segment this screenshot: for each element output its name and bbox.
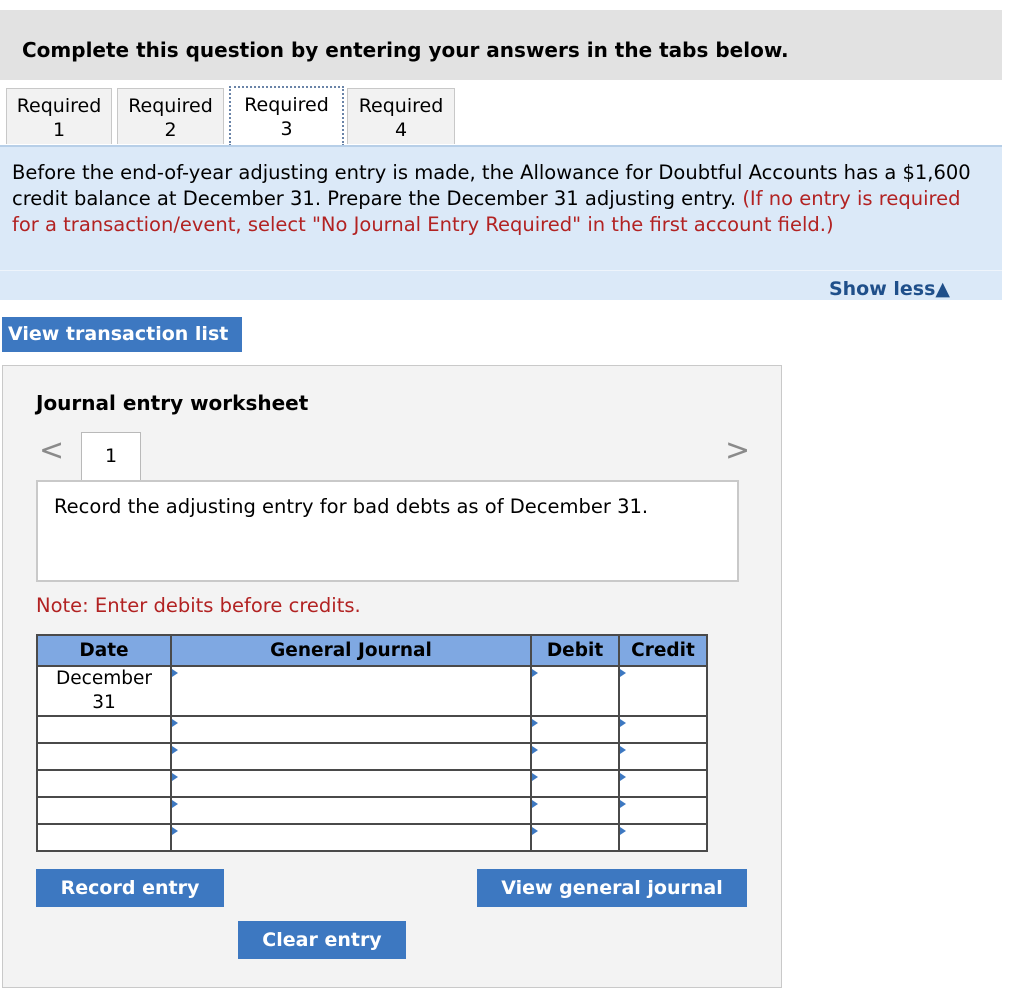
table-row	[37, 797, 707, 824]
credit-input[interactable]	[619, 824, 707, 851]
account-dropdown[interactable]	[171, 743, 531, 770]
debit-input[interactable]	[531, 770, 619, 797]
date-cell	[37, 797, 171, 824]
account-dropdown[interactable]	[171, 797, 531, 824]
account-dropdown[interactable]	[171, 770, 531, 797]
record-entry-button[interactable]: Record entry	[36, 869, 224, 907]
input-triangle-icon	[620, 773, 626, 781]
table-row	[37, 770, 707, 797]
input-triangle-icon	[532, 827, 538, 835]
instructions-note: (If no entry is required for a transaction/event, select "No Journal Entry Required" in the first account field.)	[12, 187, 961, 236]
entry-instruction-box	[36, 480, 739, 582]
tab-required-4[interactable]	[347, 88, 455, 144]
date-cell	[37, 666, 171, 716]
dropdown-triangle-icon	[172, 773, 178, 781]
tab-number: 3	[280, 118, 293, 140]
date-cell	[37, 743, 171, 770]
credit-header: Credit	[619, 635, 707, 666]
credit-input[interactable]	[619, 716, 707, 743]
credit-input[interactable]	[619, 770, 707, 797]
input-triangle-icon	[532, 719, 538, 727]
date-cell	[37, 824, 171, 851]
tab-number: 2	[164, 119, 177, 141]
view-transaction-list-button[interactable]: View transaction list	[2, 317, 242, 352]
tab-required-1[interactable]	[6, 88, 112, 144]
account-dropdown[interactable]	[171, 716, 531, 743]
next-icon[interactable]: >	[725, 433, 751, 468]
debit-input[interactable]	[531, 666, 619, 716]
instructions-divider	[0, 270, 1002, 271]
table-row	[37, 824, 707, 851]
account-dropdown[interactable]	[171, 824, 531, 851]
instructions-body: Before the end-of-year adjusting entry is made, the Allowance for Doubtful Accounts has a $1,600 credit balance at December 31. Prepare the December 31 adjusting entry.	[12, 161, 971, 210]
debit-input[interactable]	[531, 797, 619, 824]
debit-input[interactable]	[531, 824, 619, 851]
debit-input[interactable]	[531, 716, 619, 743]
credit-input[interactable]	[619, 797, 707, 824]
table-row	[37, 743, 707, 770]
show-less-link[interactable]: Show less▲	[828, 278, 950, 300]
input-triangle-icon	[532, 800, 538, 808]
view-general-journal-button[interactable]: View general journal	[477, 869, 747, 907]
table-row	[37, 716, 707, 743]
general-journal-header: General Journal	[171, 635, 531, 666]
input-triangle-icon	[620, 669, 626, 677]
tab-label: Required	[244, 94, 329, 116]
dropdown-triangle-icon	[172, 800, 178, 808]
clear-entry-button[interactable]: Clear entry	[238, 921, 406, 959]
table-row	[37, 666, 707, 716]
credit-input[interactable]	[619, 666, 707, 716]
journal-entry-worksheet	[2, 365, 782, 988]
date-cell	[37, 770, 171, 797]
previous-icon[interactable]: <	[39, 433, 65, 468]
tab-label: Required	[358, 95, 444, 117]
entry-instruction: Record the adjusting entry for bad debts as of December 31.	[54, 495, 649, 518]
input-triangle-icon	[620, 719, 626, 727]
instructions-panel	[0, 145, 1002, 300]
worksheet-title: Journal entry worksheet	[36, 391, 309, 415]
tab-number: 1	[52, 119, 66, 141]
input-triangle-icon	[532, 746, 538, 754]
account-dropdown[interactable]	[171, 666, 531, 716]
input-triangle-icon	[620, 827, 626, 835]
input-triangle-icon	[620, 746, 626, 754]
tab-number: 4	[394, 119, 408, 141]
debit-credit-note: Note: Enter debits before credits.	[36, 594, 361, 617]
tab-label: Required	[128, 95, 213, 117]
date-cell	[37, 716, 171, 743]
step-tab-1[interactable]: 1	[81, 432, 141, 481]
journal-table	[36, 634, 708, 852]
input-triangle-icon	[532, 669, 538, 677]
debit-input[interactable]	[531, 743, 619, 770]
tab-required-2[interactable]	[117, 88, 224, 144]
credit-input[interactable]	[619, 743, 707, 770]
question-header: Complete this question by entering your answers in the tabs below.	[22, 38, 789, 62]
date-month: December	[56, 668, 152, 689]
dropdown-triangle-icon	[172, 827, 178, 835]
debit-header: Debit	[531, 635, 619, 666]
tab-label: Required	[16, 95, 102, 117]
instructions-text	[12, 160, 987, 238]
header-bar	[0, 10, 1002, 80]
input-triangle-icon	[532, 773, 538, 781]
journal-header-row	[37, 635, 707, 666]
dropdown-triangle-icon	[172, 746, 178, 754]
dropdown-triangle-icon	[172, 719, 178, 727]
tab-required-3[interactable]	[229, 86, 344, 146]
dropdown-triangle-icon	[172, 669, 178, 677]
date-header: Date	[37, 635, 171, 666]
input-triangle-icon	[620, 800, 626, 808]
date-day: 31	[92, 692, 116, 713]
